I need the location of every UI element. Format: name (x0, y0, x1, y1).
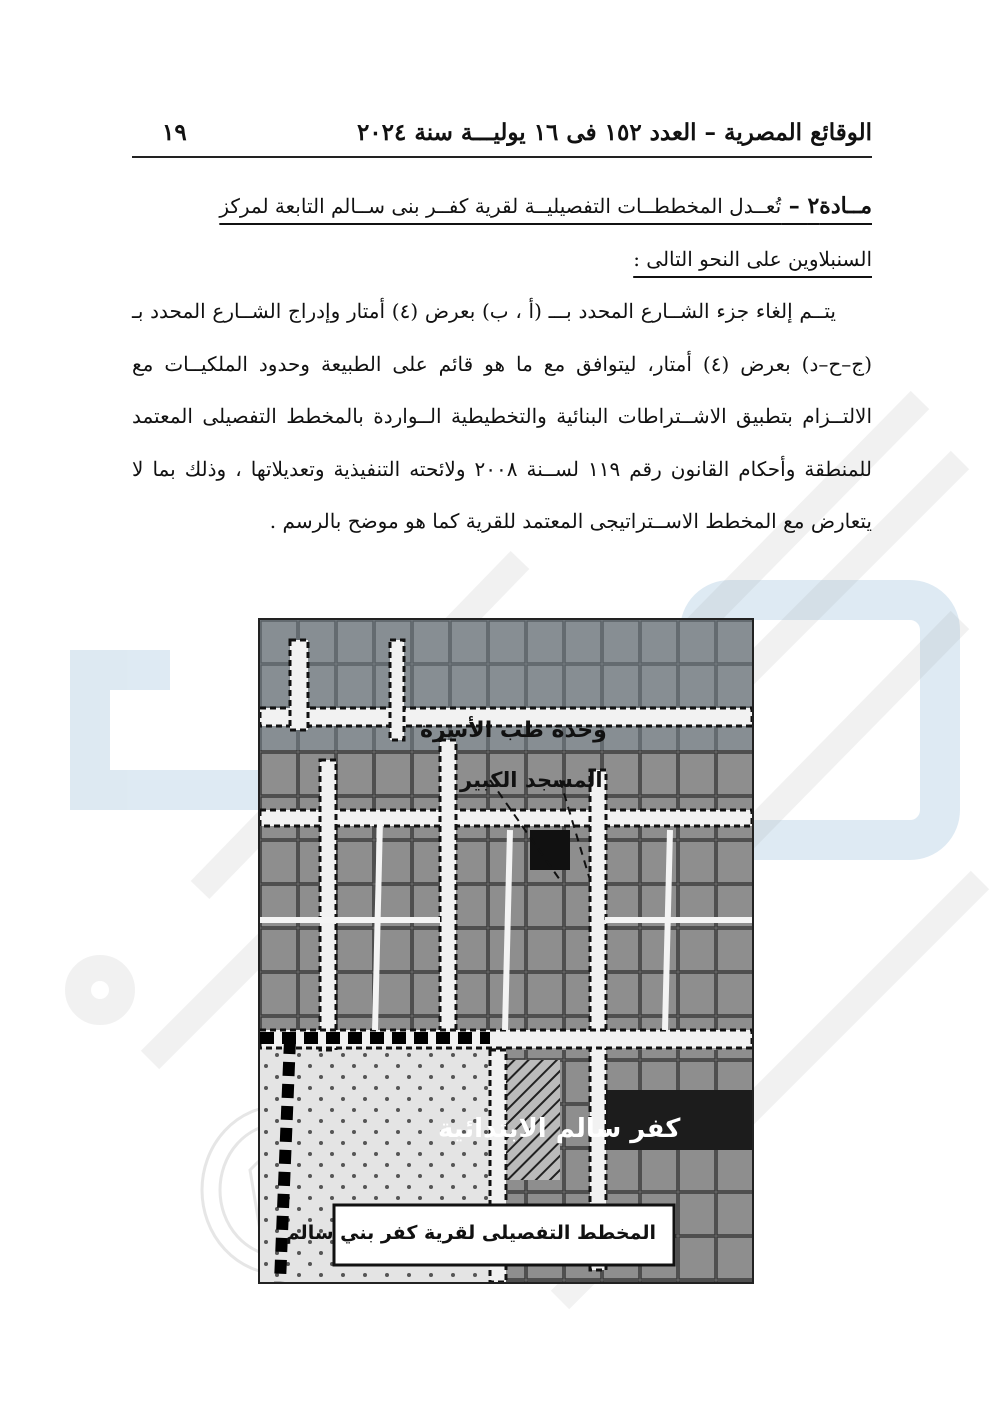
header-title: الوقائع المصرية – العدد ١٥٢ فى ١٦ يوليـــة سنة ٢٠٢٤ (356, 118, 872, 146)
article-line-2-text: السنبلاوين على النحو التالى : (633, 246, 872, 271)
header-divider (132, 156, 872, 158)
map-label-family-health-unit: وحدة طب الأسرة (420, 718, 607, 743)
article-heading (132, 180, 872, 233)
map-label-grand-mosque: المسجد الكبير (460, 768, 603, 792)
article-line-2 (132, 233, 872, 286)
page-number: ١٩ (162, 118, 187, 146)
page-header (132, 112, 872, 152)
article-paragraph: يتــم إلغاء جزء الشــارع المحدد بـــ (أ ، ب) بعرض (٤) أمتار وإدراج الشــارع المحدد بـ (ج–ح–د) بعرض (٤) أمتار، ليتوافق مع ما هو قائم على الطبيعة وحدود الملكيــات مع الالتــزام بتطبيق الاشــتراطات البنائية والتخطيطية الــواردة بالمخطط التفصيلى المعتمد للمنطقة وأحكام القانون رقم ١١٩ لســنة ٢٠٠٨ ولائحته التنفيذية وتعديلاتها ، وذلك بما لا يتعارض مع المخطط الاســتراتيجى المعتمد للقرية كما هو موضح بالرسم . (132, 299, 872, 533)
village-plan-map (258, 618, 754, 1284)
article-label: مــادة٢ – (781, 193, 872, 219)
article-line-1: تُعــدل المخططــات التفصيليــة لقرية كفــر بنى ســالم التابعة لمركز (219, 194, 782, 218)
map-caption: المخطط التفصيلى لقرية كفر بني سالم (285, 1222, 656, 1244)
map-label-school: كفر سالم الابتدائية (438, 1114, 681, 1144)
article-body (132, 180, 872, 548)
